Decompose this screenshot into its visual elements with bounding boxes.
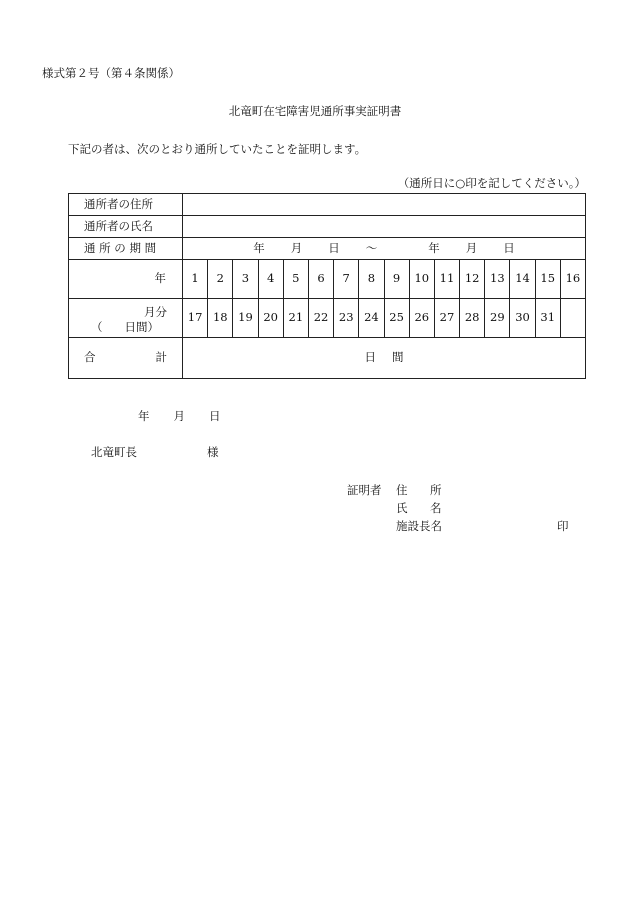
period-start-year: 年 xyxy=(253,240,265,255)
seal-mark: 印 xyxy=(557,519,569,533)
period-end-year: 年 xyxy=(428,240,440,255)
date-year: 年 xyxy=(138,409,150,423)
day-cell-14[interactable]: 14 xyxy=(510,260,535,299)
period-label: 通 所 の 期 間 xyxy=(69,238,183,260)
certifier-label: 証明者 xyxy=(347,483,382,497)
day-cell-3[interactable]: 3 xyxy=(233,260,258,299)
day-cell-12[interactable]: 12 xyxy=(460,260,485,299)
issue-date-line[interactable] xyxy=(138,411,245,423)
day-cell-b-15[interactable]: 31 xyxy=(535,299,560,338)
day-cell-b-16[interactable] xyxy=(560,299,585,338)
period-tilde: ～ xyxy=(365,240,378,255)
date-month: 月 xyxy=(173,409,185,423)
total-label-a: 合 xyxy=(84,350,96,364)
certifier-address[interactable] xyxy=(396,485,442,497)
total-row xyxy=(69,338,586,379)
form-number: 様式第２号（第４条関係） xyxy=(42,66,180,80)
day-cell-b-1[interactable]: 17 xyxy=(183,299,208,338)
period-start-month: 月 xyxy=(290,240,303,255)
address-label: 通所者の住所 xyxy=(69,194,183,216)
total-unit-b: 間 xyxy=(392,350,404,365)
address-row xyxy=(69,194,586,216)
days-row-2 xyxy=(69,299,586,338)
certifier-address-a: 住 xyxy=(396,483,408,497)
address-field[interactable] xyxy=(183,194,586,216)
day-cell-b-4[interactable]: 20 xyxy=(258,299,283,338)
period-end-day: 日 xyxy=(503,240,515,255)
month-label: 月分 xyxy=(144,305,167,319)
certifier-address-b: 所 xyxy=(430,483,442,497)
days-row-1 xyxy=(69,260,586,299)
name-label: 通所者の氏名 xyxy=(69,216,183,238)
name-row xyxy=(69,216,586,238)
day-cell-4[interactable]: 4 xyxy=(258,260,283,299)
document-title: 北竜町在宅障害児通所事実証明書 xyxy=(228,104,402,118)
day-cell-b-13[interactable]: 29 xyxy=(485,299,510,338)
total-label xyxy=(69,338,183,379)
days-label: 日間） xyxy=(124,320,159,334)
day-cell-13[interactable]: 13 xyxy=(485,260,510,299)
day-cell-b-12[interactable]: 28 xyxy=(460,299,485,338)
month-days-label[interactable] xyxy=(69,299,183,338)
date-day: 日 xyxy=(209,409,221,423)
certificate-table xyxy=(68,193,586,379)
certifier-name[interactable] xyxy=(396,503,442,515)
period-row xyxy=(69,238,586,260)
total-days-field[interactable] xyxy=(183,338,586,379)
day-cell-b-9[interactable]: 25 xyxy=(384,299,409,338)
day-cell-b-5[interactable]: 21 xyxy=(283,299,308,338)
day-cell-b-3[interactable]: 19 xyxy=(233,299,258,338)
period-field[interactable] xyxy=(183,238,586,260)
period-start-day: 日 xyxy=(328,240,340,255)
total-unit-a: 日 xyxy=(364,350,376,365)
day-cell-b-7[interactable]: 23 xyxy=(334,299,359,338)
day-cell-b-10[interactable]: 26 xyxy=(409,299,434,338)
day-cell-15[interactable]: 15 xyxy=(535,260,560,299)
day-cell-8[interactable]: 8 xyxy=(359,260,384,299)
day-cell-b-8[interactable]: 24 xyxy=(359,299,384,338)
day-cell-b-11[interactable]: 27 xyxy=(434,299,459,338)
instruction-note: （通所日に○印を記してください。） xyxy=(397,176,586,190)
day-cell-11[interactable]: 11 xyxy=(434,260,459,299)
addressee-mayor: 北竜町長 xyxy=(91,445,137,459)
day-cell-7[interactable]: 7 xyxy=(334,260,359,299)
day-cell-b-6[interactable]: 22 xyxy=(308,299,333,338)
addressee-honorific: 様 xyxy=(207,445,219,459)
days-open-paren: （ xyxy=(91,320,103,334)
day-cell-b-14[interactable]: 30 xyxy=(510,299,535,338)
period-end-month: 月 xyxy=(465,240,478,255)
day-cell-1[interactable]: 1 xyxy=(183,260,208,299)
day-cell-5[interactable]: 5 xyxy=(283,260,308,299)
day-cell-2[interactable]: 2 xyxy=(208,260,233,299)
day-cell-10[interactable]: 10 xyxy=(409,260,434,299)
intro-text: 下記の者は、次のとおり通所していたことを証明します。 xyxy=(68,142,367,156)
day-cell-9[interactable]: 9 xyxy=(384,260,409,299)
total-label-b: 計 xyxy=(155,350,167,364)
day-cell-b-2[interactable]: 18 xyxy=(208,299,233,338)
year-label[interactable]: 年 xyxy=(69,260,183,299)
name-field[interactable] xyxy=(183,216,586,238)
certifier-name-b: 名 xyxy=(430,501,442,515)
certifier-facility-head[interactable]: 施設長名 xyxy=(396,519,442,533)
day-cell-16[interactable]: 16 xyxy=(560,260,585,299)
certifier-name-a: 氏 xyxy=(396,501,408,515)
day-cell-6[interactable]: 6 xyxy=(308,260,333,299)
